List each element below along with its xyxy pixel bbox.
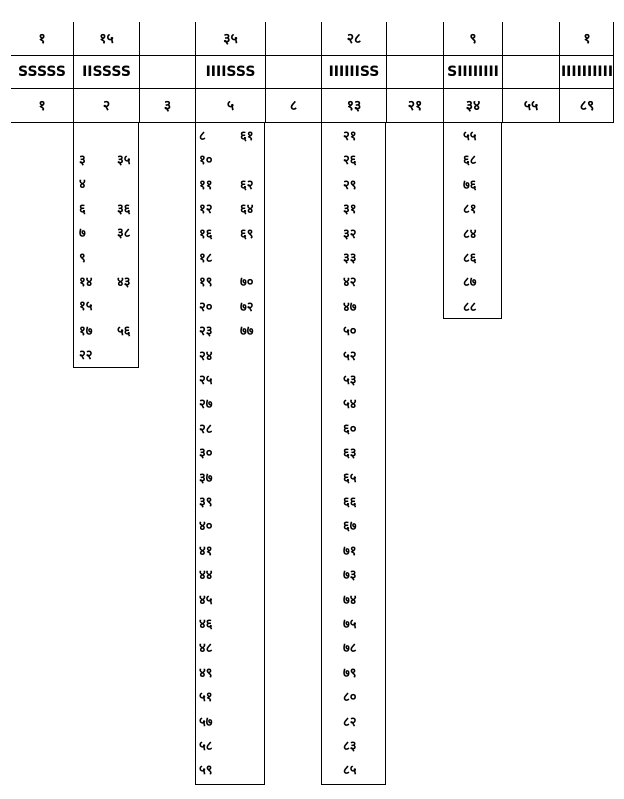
list-item: ७८ bbox=[343, 641, 357, 657]
list-item: ७५ bbox=[343, 617, 357, 632]
list-item: ८१ bbox=[463, 202, 477, 218]
list-item: ७१ bbox=[343, 543, 357, 559]
list-item: ४४ bbox=[199, 568, 213, 584]
list-item: ४० bbox=[199, 519, 213, 535]
table-cell-row2-col4: IIIISSS bbox=[195, 55, 265, 88]
list-item: ८२ bbox=[343, 714, 357, 730]
table-cell-row2-col1: SSSSS bbox=[11, 55, 73, 88]
list-item: ८८ bbox=[463, 299, 477, 315]
list-item: ७० bbox=[240, 275, 254, 291]
table-cell-row2-col6: IIIIIISS bbox=[321, 55, 386, 88]
table-cell-row3-col4: ५ bbox=[195, 88, 265, 122]
table-cell-row2-col3 bbox=[139, 55, 195, 88]
list-item: ११ bbox=[199, 177, 213, 193]
list-item: २८ bbox=[199, 421, 213, 437]
table-cell-row3-col3: ३ bbox=[139, 88, 195, 122]
table-cell-row1-col6: २८ bbox=[321, 22, 386, 55]
table-cell-row1-col10: १ bbox=[559, 22, 614, 55]
list-item: ६५ bbox=[343, 470, 357, 486]
list-item: ५७ bbox=[199, 714, 213, 730]
list-item: ६१ bbox=[240, 129, 254, 144]
list-item: १८ bbox=[199, 251, 213, 266]
list-item: ६० bbox=[343, 421, 357, 437]
list-item: २४ bbox=[199, 348, 213, 364]
list-item: ६३ bbox=[343, 446, 357, 462]
table-cell-row1-col1: १ bbox=[38, 31, 46, 47]
list-item: १७ bbox=[79, 323, 93, 339]
table-cell-row3-col5: ८ bbox=[265, 88, 321, 122]
list-item: ६२ bbox=[240, 177, 254, 193]
list-item: ८४ bbox=[463, 226, 477, 242]
table-cell-row1-col4: ३५ bbox=[195, 22, 265, 55]
list-item: ८७ bbox=[463, 275, 477, 291]
list-item: ८३ bbox=[343, 739, 357, 754]
list-item: ६९ bbox=[240, 226, 254, 242]
list-item: ४२ bbox=[343, 275, 357, 291]
list-item: २१ bbox=[343, 129, 357, 144]
list-item: ५१ bbox=[199, 690, 213, 706]
list-item: ७४ bbox=[343, 592, 357, 608]
list-item: ५६ bbox=[117, 323, 131, 339]
list-item: ४५ bbox=[199, 592, 213, 608]
list-item: ३९ bbox=[199, 495, 213, 510]
table-cell-row1-col7 bbox=[386, 22, 443, 55]
table-cell-row1-col2: १५ bbox=[73, 22, 139, 55]
list-item: १० bbox=[199, 153, 213, 169]
list-item: १४ bbox=[79, 275, 93, 290]
list-item: ५२ bbox=[343, 348, 357, 364]
list-item: ४७ bbox=[343, 299, 357, 315]
list-item: ३३ bbox=[343, 251, 357, 266]
list-item: ७७ bbox=[240, 324, 254, 340]
list-item: ३६ bbox=[117, 201, 131, 217]
list-item: ६४ bbox=[240, 202, 254, 218]
list-item: ७३ bbox=[343, 568, 357, 584]
list-item: ४१ bbox=[199, 543, 213, 559]
list-item: ७६ bbox=[463, 177, 477, 193]
list-item: ३० bbox=[199, 446, 213, 462]
table-cell-row1-col9 bbox=[502, 22, 559, 55]
list-item: ३८ bbox=[117, 226, 131, 242]
list-item: १६ bbox=[199, 226, 213, 242]
table-cell-row1-col8: ९ bbox=[443, 22, 502, 55]
table-cell-row1-col5 bbox=[265, 22, 321, 55]
list-item: ५४ bbox=[343, 397, 357, 413]
table-cell-row1-col3 bbox=[139, 22, 195, 55]
table-cell-row3-col6: १३ bbox=[321, 88, 386, 122]
table-cell-row3-col8: ३४ bbox=[443, 88, 502, 122]
list-item: ३७ bbox=[199, 470, 213, 486]
list-item: ३५ bbox=[117, 153, 131, 168]
list-item: २० bbox=[199, 299, 213, 315]
table-cell-row2-col5 bbox=[265, 55, 321, 88]
list-item: १२ bbox=[199, 202, 213, 218]
list-item: २९ bbox=[343, 177, 357, 193]
list-item: ६ bbox=[79, 201, 86, 217]
table-cell-row2-col7 bbox=[386, 55, 443, 88]
list-item: ४६ bbox=[199, 617, 213, 632]
list-item: ६७ bbox=[343, 519, 357, 535]
list-item: ४८ bbox=[199, 641, 213, 657]
list-item: ५९ bbox=[199, 763, 213, 779]
list-item: ६६ bbox=[343, 495, 357, 510]
list-item: २५ bbox=[199, 373, 213, 388]
table-cell-row2-col8: SIIIIIIII bbox=[443, 55, 502, 88]
list-item: ८ bbox=[199, 129, 206, 144]
list-item: ३२ bbox=[343, 226, 357, 242]
list-item: २३ bbox=[199, 324, 213, 340]
list-item: ८५ bbox=[343, 763, 357, 779]
table-cell-row3-col10: ८९ bbox=[559, 88, 614, 122]
header-table bbox=[11, 22, 614, 123]
list-item: ३ bbox=[79, 153, 86, 168]
table-cell-row3-col2: २ bbox=[73, 88, 139, 122]
list-item: ५८ bbox=[199, 739, 213, 754]
list-item: १९ bbox=[199, 275, 213, 291]
list-item: २२ bbox=[79, 348, 93, 364]
list-item: ५३ bbox=[343, 373, 357, 388]
list-item: ३१ bbox=[343, 202, 357, 218]
table-cell-row2-col10: IIIIIIIIII bbox=[559, 55, 614, 88]
list-item: ४३ bbox=[117, 275, 131, 290]
list-item: ७ bbox=[79, 226, 86, 242]
list-item: ४ bbox=[79, 177, 86, 193]
list-item: ९ bbox=[79, 250, 86, 266]
table-cell-row2-col9 bbox=[502, 55, 559, 88]
list-item: ५५ bbox=[463, 129, 477, 144]
list-item: ८६ bbox=[463, 251, 477, 266]
list-item: २६ bbox=[343, 153, 357, 169]
list-item: ६८ bbox=[463, 153, 477, 169]
list-item: ४९ bbox=[199, 665, 213, 681]
list-item: ७९ bbox=[343, 665, 357, 681]
table-cell-row3-col7: २१ bbox=[386, 88, 443, 122]
list-item: ८० bbox=[343, 690, 357, 706]
table-cell-row3-col1: १ bbox=[11, 88, 73, 122]
list-item: २७ bbox=[199, 397, 213, 413]
list-item: ५० bbox=[343, 324, 357, 340]
table-cell-row3-col9: ५५ bbox=[502, 88, 559, 122]
list-item: १५ bbox=[79, 299, 93, 315]
table-cell-row2-col2: IISSSS bbox=[73, 55, 139, 88]
list-item: ७२ bbox=[240, 299, 254, 315]
